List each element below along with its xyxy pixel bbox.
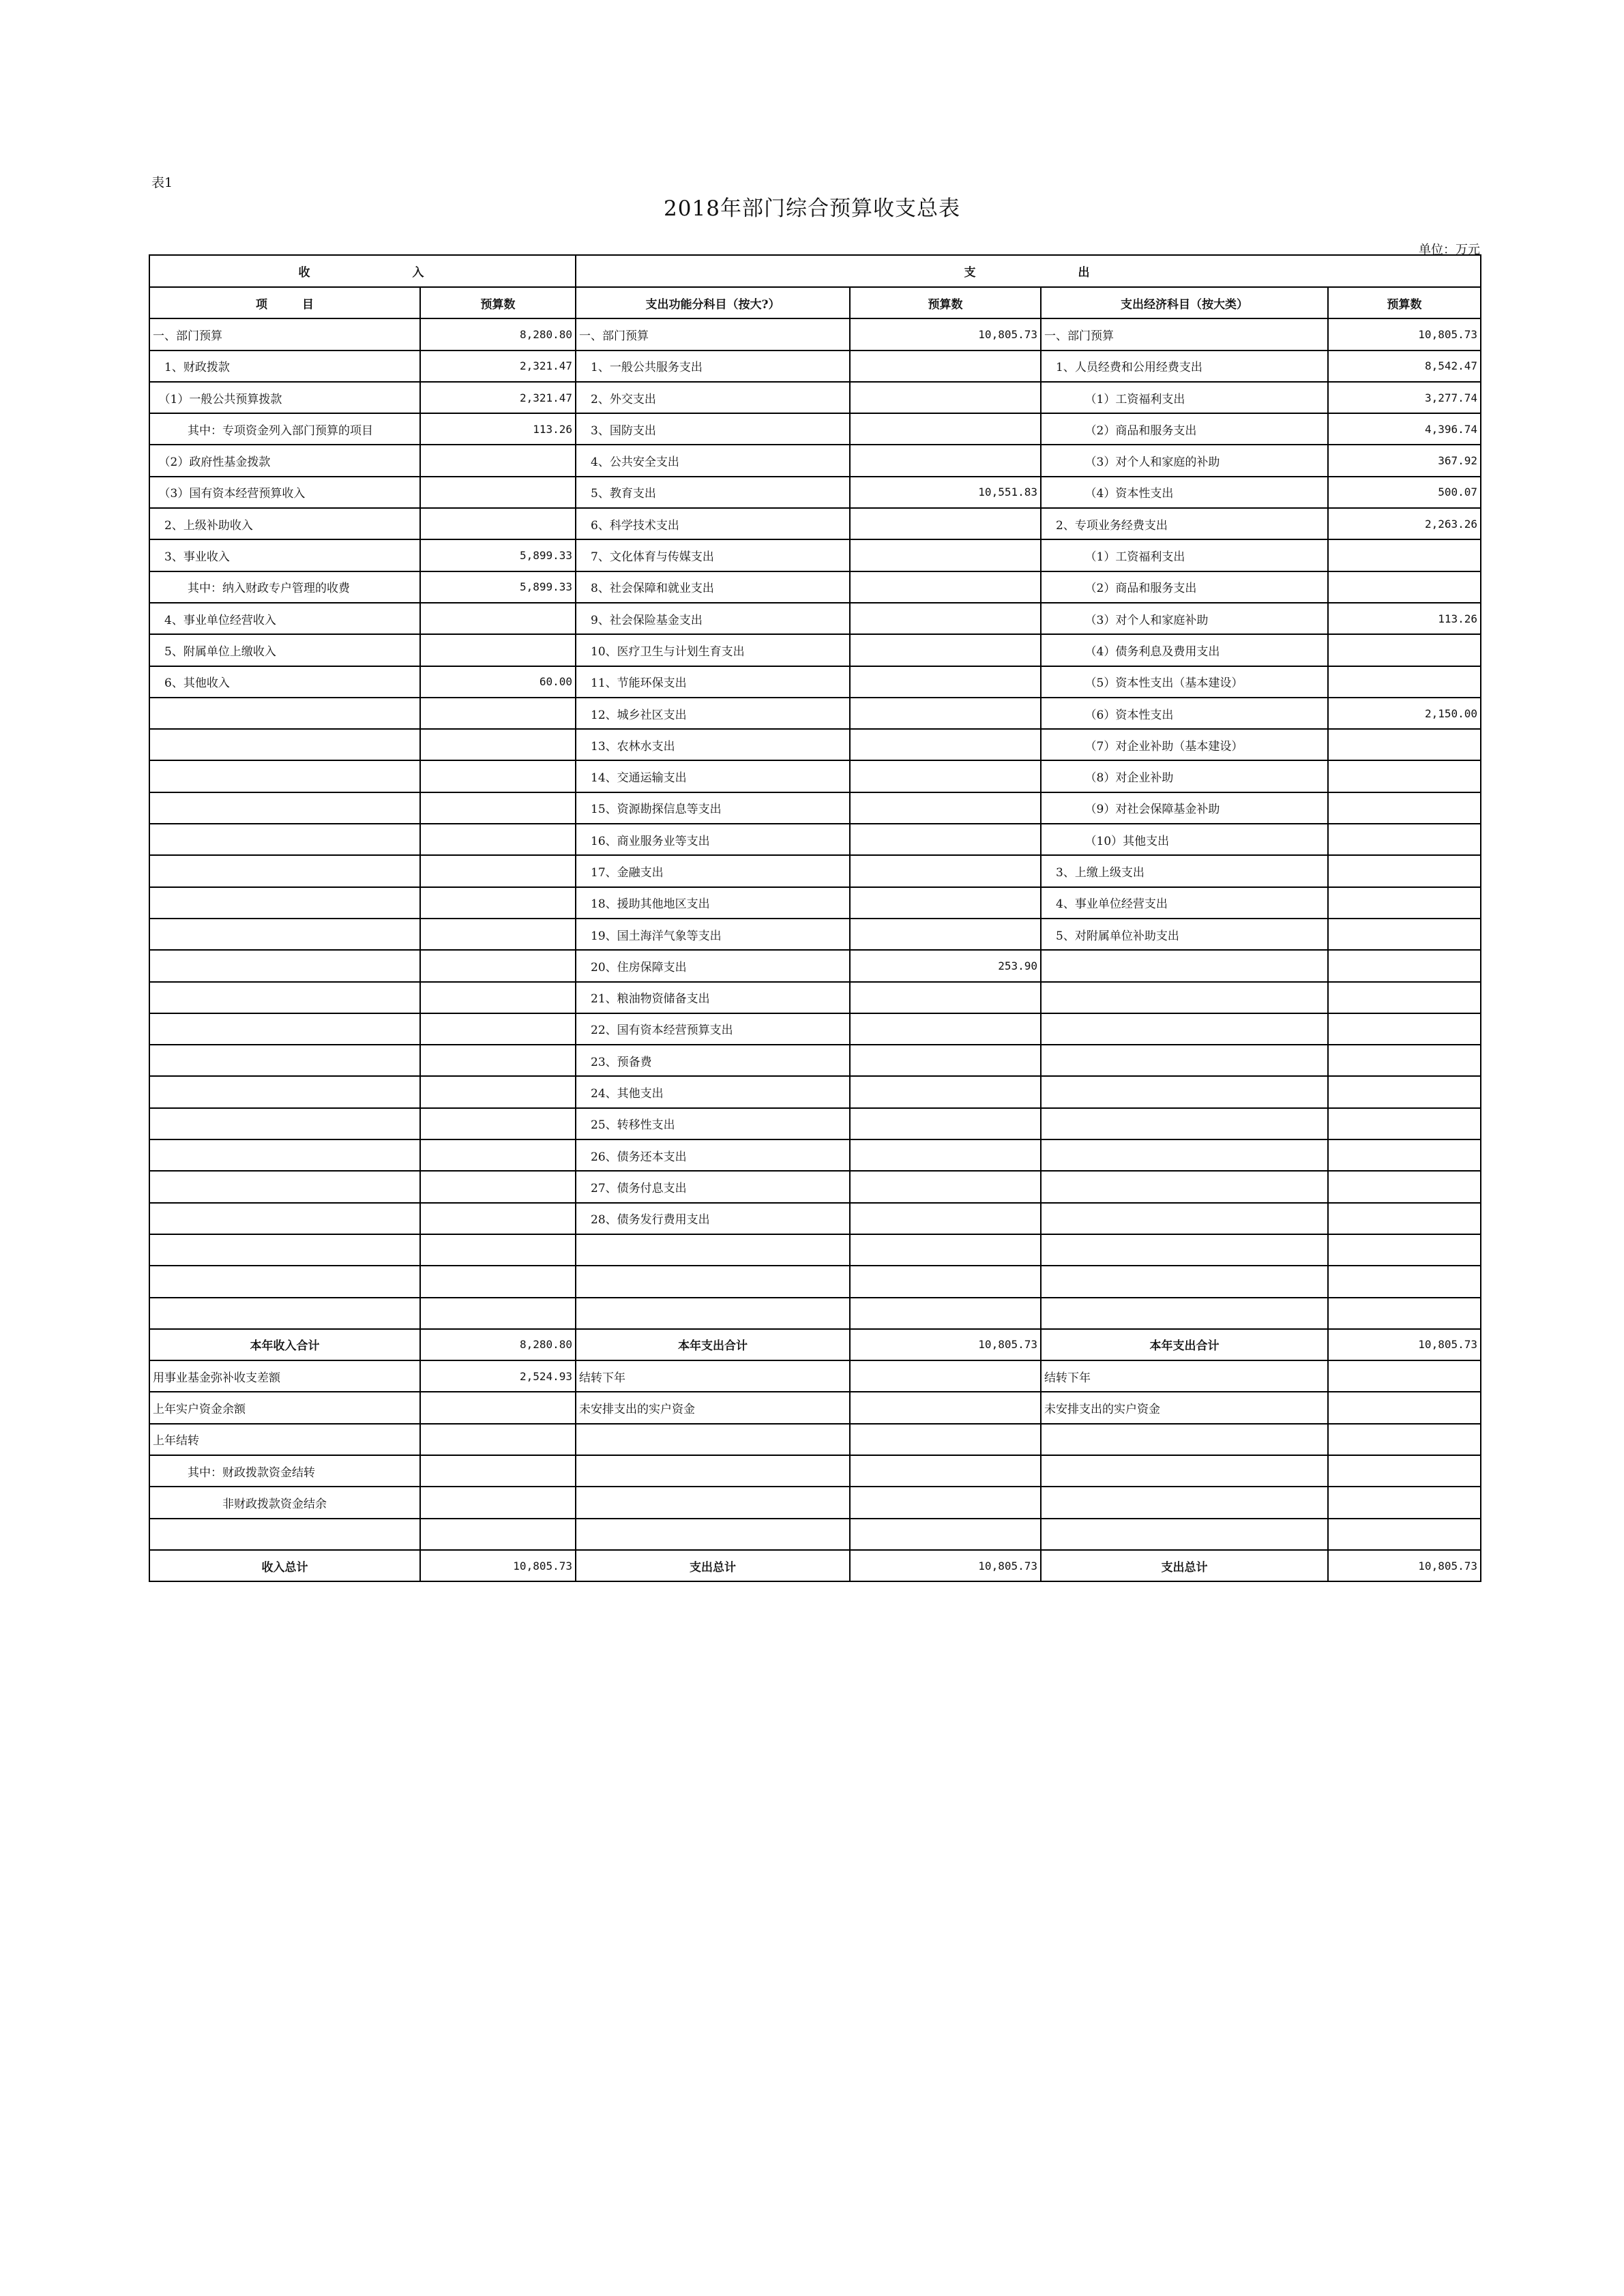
func-item-cell: 15、资源勘探信息等支出 bbox=[576, 792, 850, 824]
income-amount-cell bbox=[420, 1234, 576, 1266]
econ-item-cell: （5）资本性支出（基本建设） bbox=[1041, 666, 1328, 698]
func-amount-cell bbox=[850, 760, 1041, 792]
income-section-header: 收入 bbox=[149, 255, 576, 287]
func-item-cell: 5、教育支出 bbox=[576, 477, 850, 508]
econ-amount-cell bbox=[1328, 1519, 1481, 1550]
income-amount-cell bbox=[420, 1266, 576, 1297]
grand-total-row bbox=[149, 1550, 1481, 1581]
income-item-cell bbox=[149, 855, 420, 886]
func-item-cell: 10、医疗卫生与计划生育支出 bbox=[576, 634, 850, 666]
func-item-cell: 8、社会保障和就业支出 bbox=[576, 571, 850, 603]
func-item-cell: 20、住房保障支出 bbox=[576, 950, 850, 981]
econ-amount-cell bbox=[1328, 1360, 1481, 1392]
econ-item-cell bbox=[1041, 1045, 1328, 1076]
func-amount-cell bbox=[850, 1013, 1041, 1045]
expense-section-header: 支出 bbox=[576, 255, 1481, 287]
econ-amount-cell bbox=[1328, 539, 1481, 571]
table-row bbox=[149, 1519, 1481, 1550]
econ-item-cell bbox=[1041, 1487, 1328, 1518]
func-amount-cell bbox=[850, 1171, 1041, 1202]
func-item-cell bbox=[576, 1234, 850, 1266]
income-item-cell: 上年实户资金余额 bbox=[149, 1392, 420, 1423]
func-amount-cell bbox=[850, 1203, 1041, 1234]
econ-item-cell: （6）资本性支出 bbox=[1041, 698, 1328, 729]
income-item-cell: 1、财政拨款 bbox=[149, 351, 420, 382]
table-row bbox=[149, 950, 1481, 981]
func-amount-cell bbox=[850, 351, 1041, 382]
income-amount-cell bbox=[420, 1139, 576, 1171]
table-row bbox=[149, 318, 1481, 350]
func-amount-cell bbox=[850, 539, 1041, 571]
func-item-cell: 4、公共安全支出 bbox=[576, 445, 850, 476]
econ-amount-cell: 8,542.47 bbox=[1328, 351, 1481, 382]
income-amount-cell: 2,321.47 bbox=[420, 351, 576, 382]
income-amount-cell bbox=[420, 698, 576, 729]
econ-item-cell bbox=[1041, 950, 1328, 981]
income-amount-cell bbox=[420, 792, 576, 824]
func-item-cell: 25、转移性支出 bbox=[576, 1108, 850, 1139]
income-item-cell: 6、其他收入 bbox=[149, 666, 420, 698]
table-row bbox=[149, 855, 1481, 886]
income-amount-cell bbox=[420, 887, 576, 919]
income-amount-cell bbox=[420, 1171, 576, 1202]
func-amount-cell bbox=[850, 824, 1041, 855]
income-item-cell bbox=[149, 792, 420, 824]
func-item-cell: 支出总计 bbox=[576, 1550, 850, 1581]
table-row bbox=[149, 760, 1481, 792]
income-item-cell: 3、事业收入 bbox=[149, 539, 420, 571]
func-amount-cell bbox=[850, 1045, 1041, 1076]
func-item-cell: 21、粮油物资储备支出 bbox=[576, 982, 850, 1013]
income-amount-cell bbox=[420, 508, 576, 539]
econ-item-cell: 本年支出合计 bbox=[1041, 1329, 1328, 1360]
func-amount-cell bbox=[850, 603, 1041, 634]
econ-item-cell bbox=[1041, 1298, 1328, 1329]
func-item-cell bbox=[576, 1519, 850, 1550]
func-item-cell: 9、社会保险基金支出 bbox=[576, 603, 850, 634]
econ-item-cell: （3）对个人和家庭补助 bbox=[1041, 603, 1328, 634]
func-amount-cell: 10,805.73 bbox=[850, 318, 1041, 350]
income-item-cell bbox=[149, 1519, 420, 1550]
func-amount-cell bbox=[850, 792, 1041, 824]
econ-amount-cell: 367.92 bbox=[1328, 445, 1481, 476]
func-item-cell: 13、农林水支出 bbox=[576, 729, 850, 760]
func-amount-cell: 10,805.73 bbox=[850, 1329, 1041, 1360]
income-item-cell: 用事业基金弥补收支差额 bbox=[149, 1360, 420, 1392]
econ-item-cell bbox=[1041, 1424, 1328, 1455]
econ-item-cell: 4、事业单位经营支出 bbox=[1041, 887, 1328, 919]
func-amount-cell bbox=[850, 1108, 1041, 1139]
econ-amount-cell bbox=[1328, 855, 1481, 886]
econ-item-cell bbox=[1041, 1171, 1328, 1202]
func-item-cell: 1、一般公共服务支出 bbox=[576, 351, 850, 382]
econ-amount-cell: 3,277.74 bbox=[1328, 382, 1481, 413]
table-number: 表1 bbox=[151, 175, 173, 190]
econ-amount-cell: 2,263.26 bbox=[1328, 508, 1481, 539]
income-item-cell: 5、附属单位上缴收入 bbox=[149, 634, 420, 666]
table-row bbox=[149, 477, 1481, 508]
func-item-cell: 19、国土海洋气象等支出 bbox=[576, 919, 850, 950]
table-row bbox=[149, 1392, 1481, 1423]
econ-amount-cell bbox=[1328, 1234, 1481, 1266]
econ-item-cell: （9）对社会保障基金补助 bbox=[1041, 792, 1328, 824]
income-amount-cell: 10,805.73 bbox=[420, 1550, 576, 1581]
table-row bbox=[149, 382, 1481, 413]
econ-amount-cell bbox=[1328, 792, 1481, 824]
income-item-cell: 本年收入合计 bbox=[149, 1329, 420, 1360]
income-amount-cell bbox=[420, 634, 576, 666]
income-item-cell bbox=[149, 824, 420, 855]
income-item-cell bbox=[149, 1013, 420, 1045]
table-row bbox=[149, 919, 1481, 950]
econ-item-cell: （8）对企业补助 bbox=[1041, 760, 1328, 792]
col-header-item: 项 目 bbox=[149, 287, 420, 318]
table-row bbox=[149, 571, 1481, 603]
table-row bbox=[149, 1045, 1481, 1076]
table-row bbox=[149, 1076, 1481, 1107]
econ-amount-cell: 113.26 bbox=[1328, 603, 1481, 634]
income-amount-cell bbox=[420, 1298, 576, 1329]
income-amount-cell bbox=[420, 1424, 576, 1455]
income-amount-cell: 2,524.93 bbox=[420, 1360, 576, 1392]
econ-item-cell: （2）商品和服务支出 bbox=[1041, 413, 1328, 445]
econ-item-cell: （10）其他支出 bbox=[1041, 824, 1328, 855]
income-item-cell bbox=[149, 1266, 420, 1297]
income-item-cell: 4、事业单位经营收入 bbox=[149, 603, 420, 634]
func-amount-cell bbox=[850, 634, 1041, 666]
income-item-cell bbox=[149, 1298, 420, 1329]
table-row bbox=[149, 729, 1481, 760]
func-amount-cell bbox=[850, 571, 1041, 603]
econ-amount-cell bbox=[1328, 1203, 1481, 1234]
table-row bbox=[149, 1013, 1481, 1045]
table-row bbox=[149, 1108, 1481, 1139]
column-header-row bbox=[149, 287, 1481, 318]
econ-amount-cell bbox=[1328, 1171, 1481, 1202]
func-item-cell: 17、金融支出 bbox=[576, 855, 850, 886]
econ-amount-cell bbox=[1328, 1076, 1481, 1107]
income-amount-cell: 113.26 bbox=[420, 413, 576, 445]
econ-item-cell bbox=[1041, 1519, 1328, 1550]
table-row bbox=[149, 508, 1481, 539]
income-item-cell: 非财政拨款资金结余 bbox=[149, 1487, 420, 1518]
func-item-cell: 22、国有资本经营预算支出 bbox=[576, 1013, 850, 1045]
econ-amount-cell bbox=[1328, 1424, 1481, 1455]
func-amount-cell bbox=[850, 1234, 1041, 1266]
table-row bbox=[149, 666, 1481, 698]
econ-amount-cell bbox=[1328, 1487, 1481, 1518]
func-item-cell: 12、城乡社区支出 bbox=[576, 698, 850, 729]
func-amount-cell bbox=[850, 1424, 1041, 1455]
income-amount-cell bbox=[420, 603, 576, 634]
func-amount-cell: 253.90 bbox=[850, 950, 1041, 981]
econ-amount-cell bbox=[1328, 824, 1481, 855]
income-amount-cell bbox=[420, 1203, 576, 1234]
income-amount-cell bbox=[420, 1013, 576, 1045]
income-amount-cell bbox=[420, 760, 576, 792]
income-amount-cell bbox=[420, 1487, 576, 1518]
func-amount-cell bbox=[850, 887, 1041, 919]
func-item-cell: 27、债务付息支出 bbox=[576, 1171, 850, 1202]
func-amount-cell: 10,551.83 bbox=[850, 477, 1041, 508]
income-item-cell: 其中：财政拨款资金结转 bbox=[149, 1455, 420, 1487]
page-title: 2018年部门综合预算收支总表 bbox=[664, 196, 960, 221]
income-amount-cell bbox=[420, 477, 576, 508]
econ-amount-cell: 500.07 bbox=[1328, 477, 1481, 508]
income-amount-cell: 5,899.33 bbox=[420, 571, 576, 603]
func-item-cell: 未安排支出的实户资金 bbox=[576, 1392, 850, 1423]
income-item-cell: （3）国有资本经营预算收入 bbox=[149, 477, 420, 508]
econ-item-cell: 支出总计 bbox=[1041, 1550, 1328, 1581]
func-amount-cell bbox=[850, 382, 1041, 413]
econ-item-cell bbox=[1041, 1455, 1328, 1487]
func-amount-cell bbox=[850, 1455, 1041, 1487]
table-row bbox=[149, 792, 1481, 824]
econ-item-cell bbox=[1041, 1108, 1328, 1139]
func-item-cell bbox=[576, 1487, 850, 1518]
econ-amount-cell bbox=[1328, 1392, 1481, 1423]
econ-item-cell: （4）资本性支出 bbox=[1041, 477, 1328, 508]
income-amount-cell: 60.00 bbox=[420, 666, 576, 698]
table-row bbox=[149, 982, 1481, 1013]
income-item-cell: 收入总计 bbox=[149, 1550, 420, 1581]
econ-amount-cell: 10,805.73 bbox=[1328, 1550, 1481, 1581]
income-item-cell bbox=[149, 1203, 420, 1234]
econ-item-cell: 1、人员经费和公用经费支出 bbox=[1041, 351, 1328, 382]
table-row bbox=[149, 1360, 1481, 1392]
econ-item-cell: 5、对附属单位补助支出 bbox=[1041, 919, 1328, 950]
econ-amount-cell: 10,805.73 bbox=[1328, 318, 1481, 350]
econ-item-cell: 3、上缴上级支出 bbox=[1041, 855, 1328, 886]
income-item-cell bbox=[149, 1171, 420, 1202]
func-item-cell: 结转下年 bbox=[576, 1360, 850, 1392]
income-amount-cell bbox=[420, 1519, 576, 1550]
income-item-cell bbox=[149, 1234, 420, 1266]
income-amount-cell bbox=[420, 1045, 576, 1076]
income-amount-cell bbox=[420, 824, 576, 855]
col-header-econ: 支出经济科目（按大类） bbox=[1041, 287, 1328, 318]
income-item-cell bbox=[149, 729, 420, 760]
income-amount-cell bbox=[420, 950, 576, 981]
econ-amount-cell bbox=[1328, 666, 1481, 698]
table-row bbox=[149, 634, 1481, 666]
func-item-cell: 2、外交支出 bbox=[576, 382, 850, 413]
func-item-cell bbox=[576, 1455, 850, 1487]
table-row bbox=[149, 1455, 1481, 1487]
income-item-cell: 上年结转 bbox=[149, 1424, 420, 1455]
func-amount-cell bbox=[850, 1392, 1041, 1423]
econ-amount-cell bbox=[1328, 1298, 1481, 1329]
income-item-cell bbox=[149, 887, 420, 919]
income-amount-cell bbox=[420, 919, 576, 950]
income-amount-cell bbox=[420, 445, 576, 476]
income-item-cell: 其中：专项资金列入部门预算的项目 bbox=[149, 413, 420, 445]
col-header-budget: 预算数 bbox=[1328, 287, 1481, 318]
func-item-cell bbox=[576, 1266, 850, 1297]
col-header-budget: 预算数 bbox=[420, 287, 576, 318]
income-item-cell bbox=[149, 1045, 420, 1076]
econ-amount-cell bbox=[1328, 1139, 1481, 1171]
income-amount-cell bbox=[420, 1392, 576, 1423]
func-item-cell: 6、科学技术支出 bbox=[576, 508, 850, 539]
income-amount-cell bbox=[420, 729, 576, 760]
func-amount-cell bbox=[850, 666, 1041, 698]
func-item-cell: 23、预备费 bbox=[576, 1045, 850, 1076]
econ-item-cell bbox=[1041, 982, 1328, 1013]
func-amount-cell bbox=[850, 1360, 1041, 1392]
func-item-cell: 18、援助其他地区支出 bbox=[576, 887, 850, 919]
econ-item-cell bbox=[1041, 1013, 1328, 1045]
income-amount-cell bbox=[420, 1076, 576, 1107]
func-amount-cell bbox=[850, 919, 1041, 950]
income-amount-cell: 2,321.47 bbox=[420, 382, 576, 413]
income-item-cell bbox=[149, 1108, 420, 1139]
econ-amount-cell bbox=[1328, 982, 1481, 1013]
income-item-cell: 一、部门预算 bbox=[149, 318, 420, 350]
year-total-row bbox=[149, 1329, 1481, 1360]
func-item-cell: 14、交通运输支出 bbox=[576, 760, 850, 792]
table-row bbox=[149, 698, 1481, 729]
income-item-cell bbox=[149, 950, 420, 981]
func-item-cell bbox=[576, 1298, 850, 1329]
func-amount-cell: 10,805.73 bbox=[850, 1550, 1041, 1581]
income-item-cell: 其中：纳入财政专户管理的收费 bbox=[149, 571, 420, 603]
func-item-cell: 3、国防支出 bbox=[576, 413, 850, 445]
econ-item-cell bbox=[1041, 1266, 1328, 1297]
table-row bbox=[149, 1424, 1481, 1455]
col-header-func: 支出功能分科目（按大?） bbox=[576, 287, 850, 318]
econ-amount-cell bbox=[1328, 1108, 1481, 1139]
func-amount-cell bbox=[850, 855, 1041, 886]
func-amount-cell bbox=[850, 1139, 1041, 1171]
func-amount-cell bbox=[850, 445, 1041, 476]
table-row bbox=[149, 603, 1481, 634]
econ-amount-cell bbox=[1328, 634, 1481, 666]
table-row bbox=[149, 1266, 1481, 1297]
econ-item-cell: （2）商品和服务支出 bbox=[1041, 571, 1328, 603]
func-amount-cell bbox=[850, 982, 1041, 1013]
func-item-cell: 28、债务发行费用支出 bbox=[576, 1203, 850, 1234]
econ-item-cell bbox=[1041, 1203, 1328, 1234]
econ-amount-cell: 10,805.73 bbox=[1328, 1329, 1481, 1360]
econ-item-cell: （1）工资福利支出 bbox=[1041, 382, 1328, 413]
econ-amount-cell bbox=[1328, 1045, 1481, 1076]
income-amount-cell bbox=[420, 855, 576, 886]
econ-item-cell: 一、部门预算 bbox=[1041, 318, 1328, 350]
func-amount-cell bbox=[850, 729, 1041, 760]
func-item-cell: 一、部门预算 bbox=[576, 318, 850, 350]
income-item-cell bbox=[149, 982, 420, 1013]
econ-amount-cell: 2,150.00 bbox=[1328, 698, 1481, 729]
income-item-cell: （2）政府性基金拨款 bbox=[149, 445, 420, 476]
func-item-cell: 7、文化体育与传媒支出 bbox=[576, 539, 850, 571]
func-amount-cell bbox=[850, 698, 1041, 729]
table-row bbox=[149, 1487, 1481, 1518]
income-amount-cell bbox=[420, 982, 576, 1013]
income-item-cell: （1）一般公共预算拨款 bbox=[149, 382, 420, 413]
func-amount-cell bbox=[850, 508, 1041, 539]
table-row bbox=[149, 887, 1481, 919]
econ-amount-cell bbox=[1328, 1013, 1481, 1045]
income-item-cell bbox=[149, 919, 420, 950]
income-item-cell bbox=[149, 1139, 420, 1171]
income-amount-cell bbox=[420, 1455, 576, 1487]
table-row bbox=[149, 1234, 1481, 1266]
table-row bbox=[149, 413, 1481, 445]
income-amount-cell: 5,899.33 bbox=[420, 539, 576, 571]
income-item-cell bbox=[149, 1076, 420, 1107]
econ-amount-cell: 4,396.74 bbox=[1328, 413, 1481, 445]
func-item-cell: 11、节能环保支出 bbox=[576, 666, 850, 698]
income-amount-cell: 8,280.80 bbox=[420, 318, 576, 350]
econ-amount-cell bbox=[1328, 950, 1481, 981]
econ-amount-cell bbox=[1328, 919, 1481, 950]
income-amount-cell: 8,280.80 bbox=[420, 1329, 576, 1360]
income-item-cell: 2、上级补助收入 bbox=[149, 508, 420, 539]
table-row bbox=[149, 1171, 1481, 1202]
econ-item-cell: （1）工资福利支出 bbox=[1041, 539, 1328, 571]
table-row bbox=[149, 1298, 1481, 1329]
econ-item-cell: （7）对企业补助（基本建设） bbox=[1041, 729, 1328, 760]
econ-item-cell: 结转下年 bbox=[1041, 1360, 1328, 1392]
table-row bbox=[149, 539, 1481, 571]
func-item-cell: 26、债务还本支出 bbox=[576, 1139, 850, 1171]
func-item-cell bbox=[576, 1424, 850, 1455]
econ-amount-cell bbox=[1328, 571, 1481, 603]
econ-amount-cell bbox=[1328, 729, 1481, 760]
econ-item-cell bbox=[1041, 1139, 1328, 1171]
income-amount-cell bbox=[420, 1108, 576, 1139]
table-row bbox=[149, 351, 1481, 382]
func-item-cell: 16、商业服务业等支出 bbox=[576, 824, 850, 855]
func-item-cell: 本年支出合计 bbox=[576, 1329, 850, 1360]
func-amount-cell bbox=[850, 1519, 1041, 1550]
func-amount-cell bbox=[850, 1487, 1041, 1518]
unit-label: 单位：万元 bbox=[1419, 243, 1480, 257]
econ-amount-cell bbox=[1328, 760, 1481, 792]
section-header-row bbox=[149, 255, 1481, 287]
func-amount-cell bbox=[850, 1076, 1041, 1107]
econ-amount-cell bbox=[1328, 1266, 1481, 1297]
econ-item-cell: （3）对个人和家庭的补助 bbox=[1041, 445, 1328, 476]
table-row bbox=[149, 824, 1481, 855]
income-item-cell bbox=[149, 698, 420, 729]
econ-amount-cell bbox=[1328, 887, 1481, 919]
econ-item-cell: （4）债务利息及费用支出 bbox=[1041, 634, 1328, 666]
table-row bbox=[149, 1203, 1481, 1234]
func-item-cell: 24、其他支出 bbox=[576, 1076, 850, 1107]
table-row bbox=[149, 1139, 1481, 1171]
econ-item-cell: 未安排支出的实户资金 bbox=[1041, 1392, 1328, 1423]
econ-item-cell: 2、专项业务经费支出 bbox=[1041, 508, 1328, 539]
econ-amount-cell bbox=[1328, 1455, 1481, 1487]
budget-table bbox=[149, 254, 1481, 1582]
table-row bbox=[149, 445, 1481, 476]
func-amount-cell bbox=[850, 1298, 1041, 1329]
income-item-cell bbox=[149, 760, 420, 792]
func-amount-cell bbox=[850, 1266, 1041, 1297]
func-amount-cell bbox=[850, 413, 1041, 445]
col-header-budget: 预算数 bbox=[850, 287, 1041, 318]
econ-item-cell bbox=[1041, 1076, 1328, 1107]
econ-item-cell bbox=[1041, 1234, 1328, 1266]
